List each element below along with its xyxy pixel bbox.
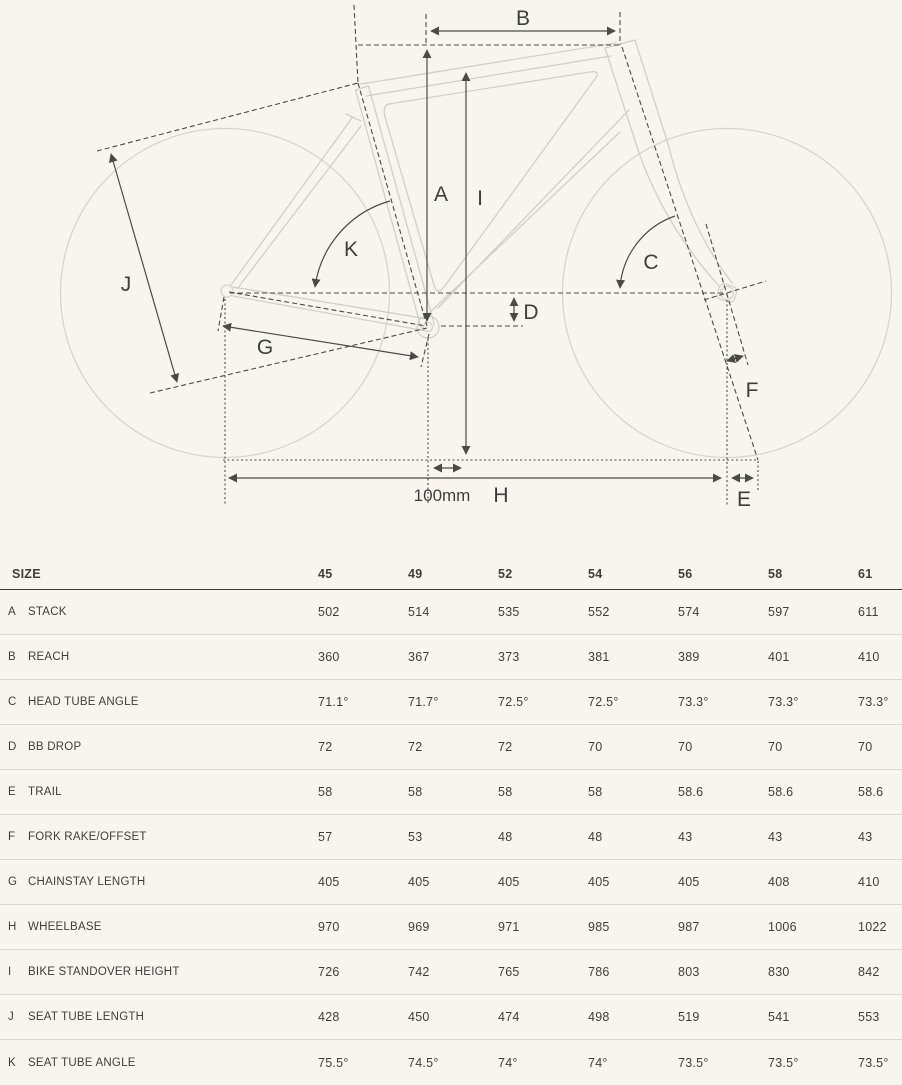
- cell-value: 970: [318, 920, 340, 934]
- cell-value: 410: [858, 650, 880, 664]
- label-reach: B: [515, 7, 531, 30]
- cell-value: 72: [498, 740, 513, 754]
- dim-chainstay-arrow: [223, 326, 418, 357]
- row-label: WHEELBASE: [28, 921, 102, 933]
- cell-value: 73.5°: [858, 1055, 889, 1070]
- cell-value: 450: [408, 1010, 430, 1024]
- cell-value: 73.3°: [768, 695, 799, 709]
- cell-value: 742: [408, 965, 430, 979]
- cell-value: 58: [408, 785, 423, 799]
- cell-value: 514: [408, 605, 430, 619]
- cell-value: 53: [408, 830, 423, 844]
- cell-value: 72.5°: [588, 695, 619, 709]
- cell-value: 43: [678, 830, 693, 844]
- cell-value: 58.6: [768, 785, 794, 799]
- row-letter: H: [8, 921, 17, 933]
- row-label: HEAD TUBE ANGLE: [28, 696, 139, 708]
- cell-value: 1022: [858, 920, 887, 934]
- cell-value: 574: [678, 605, 700, 619]
- bb-perpendicular: [150, 328, 427, 393]
- bike-geometry-diagram: [0, 0, 902, 540]
- chainstay-axis: [229, 292, 426, 326]
- cell-value: 72: [408, 740, 423, 754]
- geometry-table: [0, 558, 902, 1085]
- row-letter: K: [8, 1056, 16, 1069]
- cell-value: 803: [678, 965, 700, 979]
- label-seat-tube-length: J: [120, 273, 132, 296]
- label-head-tube-angle: C: [643, 251, 659, 274]
- label-wheelbase: H: [493, 484, 509, 507]
- label-trail: E: [736, 488, 752, 511]
- cell-value: 985: [588, 920, 610, 934]
- cell-value: 786: [588, 965, 610, 979]
- cell-value: 58.6: [678, 785, 704, 799]
- size-column-header: 52: [498, 566, 513, 581]
- row-letter: C: [8, 696, 17, 708]
- cell-value: 43: [858, 830, 873, 844]
- cell-value: 474: [498, 1010, 520, 1024]
- cell-value: 360: [318, 650, 340, 664]
- dim-fork-rake-arrow: [727, 356, 743, 361]
- cell-value: 842: [858, 965, 880, 979]
- cell-value: 987: [678, 920, 700, 934]
- table-row: [0, 590, 902, 635]
- cell-value: 48: [498, 830, 513, 844]
- cell-value: 73.5°: [768, 1055, 799, 1070]
- row-letter: J: [8, 1011, 14, 1023]
- label-chainstay: G: [256, 336, 274, 359]
- cell-value: 70: [588, 740, 603, 754]
- table-row: [0, 770, 902, 815]
- table-row: [0, 680, 902, 725]
- table-row: [0, 725, 902, 770]
- ground-and-drop-lines: [223, 299, 758, 506]
- size-column-header: 56: [678, 566, 693, 581]
- label-bb-drop: D: [523, 301, 539, 324]
- steering-axis: [622, 47, 758, 460]
- row-letter: B: [8, 651, 16, 663]
- size-column-header: 45: [318, 566, 333, 581]
- cell-value: 57: [318, 830, 333, 844]
- cell-value: 535: [498, 605, 520, 619]
- cell-value: 498: [588, 1010, 610, 1024]
- table-row: [0, 905, 902, 950]
- cell-value: 70: [858, 740, 873, 754]
- cell-value: 971: [498, 920, 520, 934]
- row-letter: I: [8, 966, 12, 978]
- size-header: SIZE: [12, 566, 41, 581]
- cell-value: 553: [858, 1010, 880, 1024]
- row-letter: F: [8, 831, 16, 843]
- cell-value: 71.1°: [318, 695, 349, 709]
- cell-value: 405: [318, 875, 340, 889]
- cell-value: 726: [318, 965, 340, 979]
- row-label: FORK RAKE/OFFSET: [28, 831, 147, 843]
- seat-axis-top-extension: [354, 5, 358, 83]
- cell-value: 73.3°: [858, 695, 889, 709]
- cell-value: 405: [408, 875, 430, 889]
- row-label: SEAT TUBE ANGLE: [28, 1056, 136, 1069]
- cell-value: 611: [858, 605, 879, 619]
- geometry-diagram-svg: [0, 0, 902, 540]
- table-row: [0, 635, 902, 680]
- table-row: [0, 860, 902, 905]
- cell-value: 73.3°: [678, 695, 709, 709]
- cell-value: 381: [588, 650, 610, 664]
- cell-value: 428: [318, 1010, 340, 1024]
- cell-value: 597: [768, 605, 790, 619]
- row-label: BIKE STANDOVER HEIGHT: [28, 966, 180, 978]
- cell-value: 75.5°: [318, 1055, 349, 1070]
- seat-tube-axis: [358, 83, 427, 326]
- cell-value: 969: [408, 920, 430, 934]
- cell-value: 73.5°: [678, 1055, 709, 1070]
- cell-value: 72.5°: [498, 695, 529, 709]
- cell-value: 58: [318, 785, 333, 799]
- label-fork-rake: F: [745, 379, 759, 402]
- hub-parallel-line: [706, 224, 748, 365]
- cell-value: 401: [768, 650, 790, 664]
- cell-value: 830: [768, 965, 790, 979]
- row-letter: E: [8, 786, 16, 798]
- cell-value: 74.5°: [408, 1055, 439, 1070]
- cell-value: 58: [588, 785, 603, 799]
- cell-value: 389: [678, 650, 700, 664]
- cell-value: 72: [318, 740, 333, 754]
- size-column-header: 61: [858, 566, 873, 581]
- cell-value: 552: [588, 605, 610, 619]
- row-label: CHAINSTAY LENGTH: [28, 876, 146, 888]
- table-row: [0, 815, 902, 860]
- size-column-header: 49: [408, 566, 423, 581]
- table-row: [0, 950, 902, 995]
- label-standover: I: [477, 187, 483, 210]
- row-label: TRAIL: [28, 786, 62, 798]
- size-column-header: 58: [768, 566, 783, 581]
- cell-value: 1006: [768, 920, 797, 934]
- row-letter: D: [8, 741, 17, 753]
- cell-value: 405: [498, 875, 520, 889]
- row-letter: G: [8, 876, 18, 888]
- cell-value: 502: [318, 605, 340, 619]
- cell-value: 408: [768, 875, 790, 889]
- cell-value: 367: [408, 650, 430, 664]
- cell-value: 541: [768, 1010, 790, 1024]
- row-label: REACH: [28, 651, 70, 663]
- cell-value: 71.7°: [408, 695, 439, 709]
- cell-value: 70: [768, 740, 783, 754]
- table-row: [0, 1040, 902, 1085]
- cell-value: 58: [498, 785, 513, 799]
- cell-value: 74°: [498, 1055, 518, 1070]
- cell-value: 519: [678, 1010, 700, 1024]
- cell-value: 405: [588, 875, 610, 889]
- table-header-row: [0, 558, 902, 590]
- size-column-header: 54: [588, 566, 603, 581]
- row-label: SEAT TUBE LENGTH: [28, 1011, 145, 1023]
- row-letter: A: [8, 606, 16, 618]
- table-row: [0, 995, 902, 1040]
- cell-value: 405: [678, 875, 700, 889]
- cell-value: 74°: [588, 1055, 608, 1070]
- cell-value: 70: [678, 740, 693, 754]
- label-100mm-scale: 100mm: [413, 486, 471, 505]
- cell-value: 43: [768, 830, 783, 844]
- cell-value: 58.6: [858, 785, 884, 799]
- row-label: BB DROP: [28, 741, 82, 753]
- cell-value: 765: [498, 965, 520, 979]
- row-label: STACK: [28, 606, 67, 618]
- cell-value: 410: [858, 875, 880, 889]
- cell-value: 48: [588, 830, 603, 844]
- label-stack: A: [433, 183, 449, 206]
- cell-value: 373: [498, 650, 520, 664]
- dim-seat-tube-length-arrow: [111, 154, 177, 382]
- label-seat-tube-angle: K: [343, 238, 359, 261]
- seat-top-perpendicular: [97, 83, 358, 151]
